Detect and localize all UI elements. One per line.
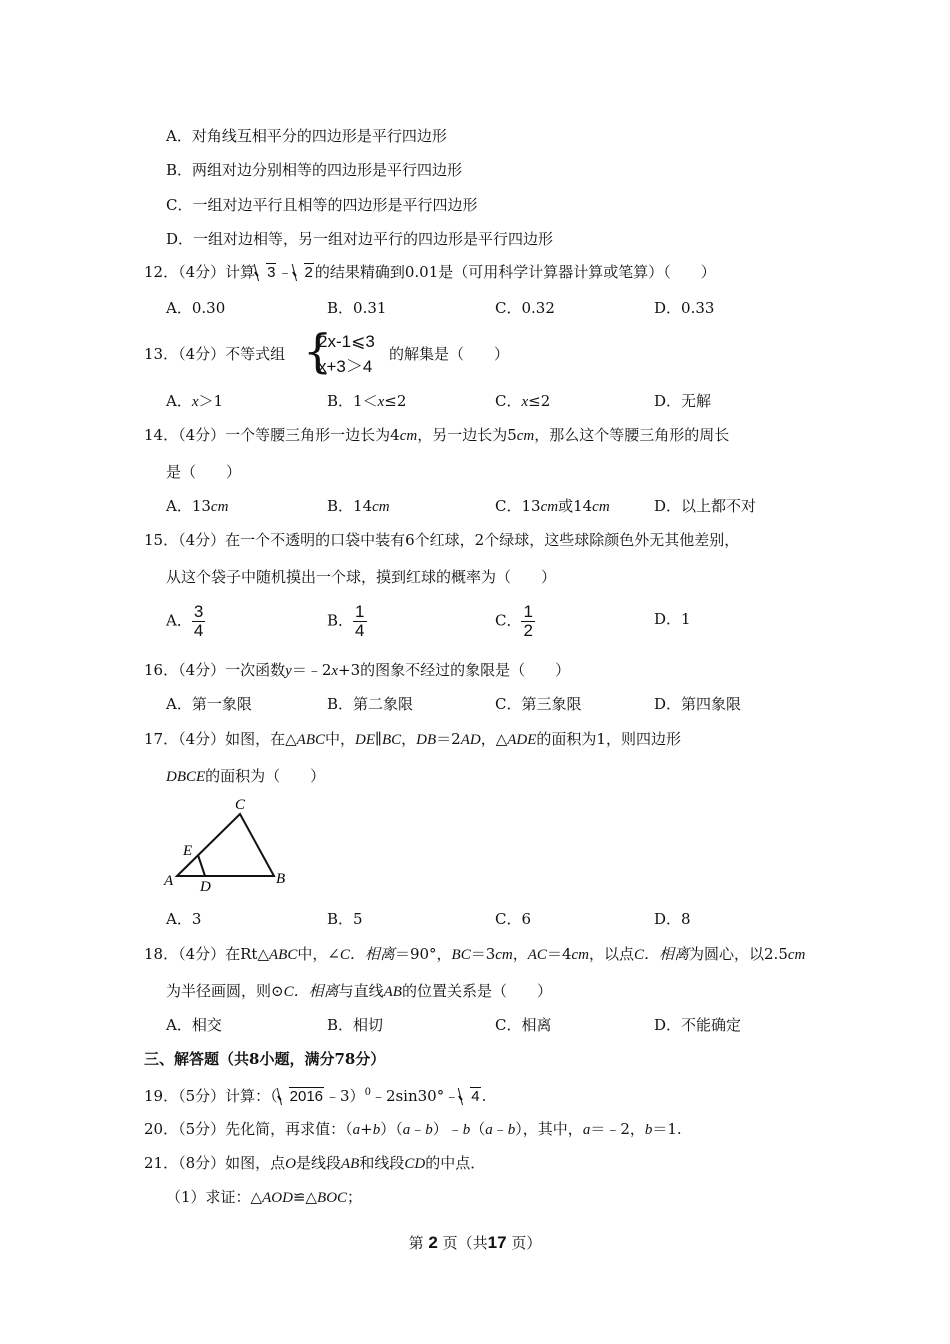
q16-option-a: A．第一象限	[166, 695, 252, 713]
q12-option-a: A．0.30	[166, 299, 226, 317]
sqrt-3: 3	[255, 262, 276, 283]
q11-option-a: A．对角线互相平分的四边形是平行四边形	[166, 127, 447, 145]
inequality-1: 2x-1⩽3	[318, 332, 375, 351]
q16-option-c: C．第三象限	[495, 695, 582, 713]
q20-stem: 20．（5分）先化简，再求值：（a+b）（a﹣b）﹣b（a﹣b），其中，a＝﹣2，b＝1.	[144, 1120, 682, 1138]
q18-stem-line1: 18．（4分）在Rt△ABC中，∠C．相离＝90°，BC＝3cm，AC＝4cm，以点C．相离为圆心，以2.5cm	[144, 945, 806, 963]
q15-option-c: C． $\frac{1}{2}$	[495, 602, 533, 640]
fraction-1-2: $\frac{1}{2}$	[523, 602, 533, 640]
q15-option-d: D．1	[654, 610, 691, 628]
q18-stem-line2: 为半径画圆，则⊙C．相离与直线AB的位置关系是（ ）	[166, 982, 552, 1000]
q16-option-d: D．第四象限	[654, 695, 742, 713]
sqrt-4: 4	[459, 1086, 480, 1107]
q12-option-b: B．0.31	[327, 299, 387, 317]
q13-option-b: B．1＜x≤2	[327, 392, 407, 410]
q17-option-d: D．8	[654, 910, 691, 928]
q15-stem-line2: 从这个袋子中随机摸出一个球，摸到红球的概率为（ ）	[166, 568, 557, 586]
q18-option-b: B．相切	[327, 1016, 384, 1034]
label-b: B	[276, 871, 286, 887]
q13-prefix: 13．（4分）不等式组	[144, 345, 286, 363]
q13-option-d: D．无解	[654, 392, 712, 410]
label-a: A	[164, 873, 174, 889]
q17-option-c: C．6	[495, 910, 532, 928]
label-e: E	[183, 843, 193, 859]
fraction-3-4: $\frac{3}{4}$	[193, 602, 204, 640]
q19-stem: 19．（5分）计算：（ 2016 ﹣3）$^0$﹣2sin30°﹣ 4 .	[144, 1087, 487, 1105]
triangle-figure	[160, 793, 300, 898]
fraction-1-4: $\frac{1}{4}$	[355, 602, 365, 640]
section-heading: 三、解答题（共8小题，满分78分）	[144, 1050, 386, 1068]
q11-option-c: C．一组对边平行且相等的四边形是平行四边形	[166, 196, 478, 214]
q21-stem: 21．（8分）如图，点O是线段AB和线段CD的中点．	[144, 1154, 486, 1172]
q15-option-a: A． $\frac{3}{4}$	[166, 602, 204, 640]
q18-option-c: C．相离	[495, 1016, 552, 1034]
q17-stem-line2: DBCE的面积为（ ）	[166, 767, 326, 785]
q14-option-d: D．以上都不对	[654, 497, 757, 515]
q12-option-d: D．0.33	[654, 299, 715, 317]
system-brace: {	[303, 324, 333, 378]
q13-suffix: 的解集是（ ）	[389, 345, 510, 363]
q15-stem-line1: 15．（4分）在一个不透明的口袋中装有6个红球，2个绿球，这些球除颜色外无其他差别，	[144, 531, 740, 549]
q11-option-d: D．一组对边相等，另一组对边平行的四边形是平行四边形	[166, 230, 554, 248]
q18-option-d: D．不能确定	[654, 1016, 742, 1034]
q14-option-b: B．14cm	[327, 497, 390, 515]
q17-option-a: A．3	[166, 910, 202, 928]
q16-option-b: B．第二象限	[327, 695, 414, 713]
segment-de	[198, 855, 205, 876]
q18-option-a: A．相交	[166, 1016, 222, 1034]
q14-option-a: A．13cm	[166, 497, 229, 515]
q16-stem: 16．（4分）一次函数y＝﹣2x+3的图象不经过的象限是（ ）	[144, 661, 571, 679]
q14-stem-line2: 是（ ）	[166, 463, 242, 481]
label-d: D	[200, 879, 211, 895]
q21-part1: （1）求证：△AOD≌△BOC；	[166, 1188, 363, 1206]
q12-stem: 12．（4分）计算 3 ﹣ 2 的结果精确到0.01是（可用科学计算器计算或笔算）（ ）	[144, 263, 716, 281]
q13-option-a: A．x＞1	[166, 392, 224, 410]
q17-stem-line1: 17．（4分）如图，在△ABC中，DE∥BC，DB＝2AD，△ADE的面积为1，则四边形	[144, 730, 681, 748]
sqrt-2016: 2016	[278, 1086, 324, 1107]
q11-option-b: B．两组对边分别相等的四边形是平行四边形	[166, 161, 463, 179]
inequality-2: x+3＞4	[318, 357, 373, 376]
q14-stem-line1: 14．（4分）一个等腰三角形一边长为4cm，另一边长为5cm，那么这个等腰三角形的周长	[144, 426, 730, 444]
label-c: C	[235, 797, 246, 813]
sqrt-2: 2	[293, 262, 314, 283]
q15-option-b: B． $\frac{1}{4}$	[327, 602, 365, 640]
q13-option-c: C．x≤2	[495, 392, 551, 410]
q17-option-b: B．5	[327, 910, 363, 928]
q12-option-c: C．0.32	[495, 299, 555, 317]
q14-option-c: C．13cm或14cm	[495, 497, 610, 515]
page-footer: 第 2 页（共17 页）	[408, 1233, 542, 1252]
